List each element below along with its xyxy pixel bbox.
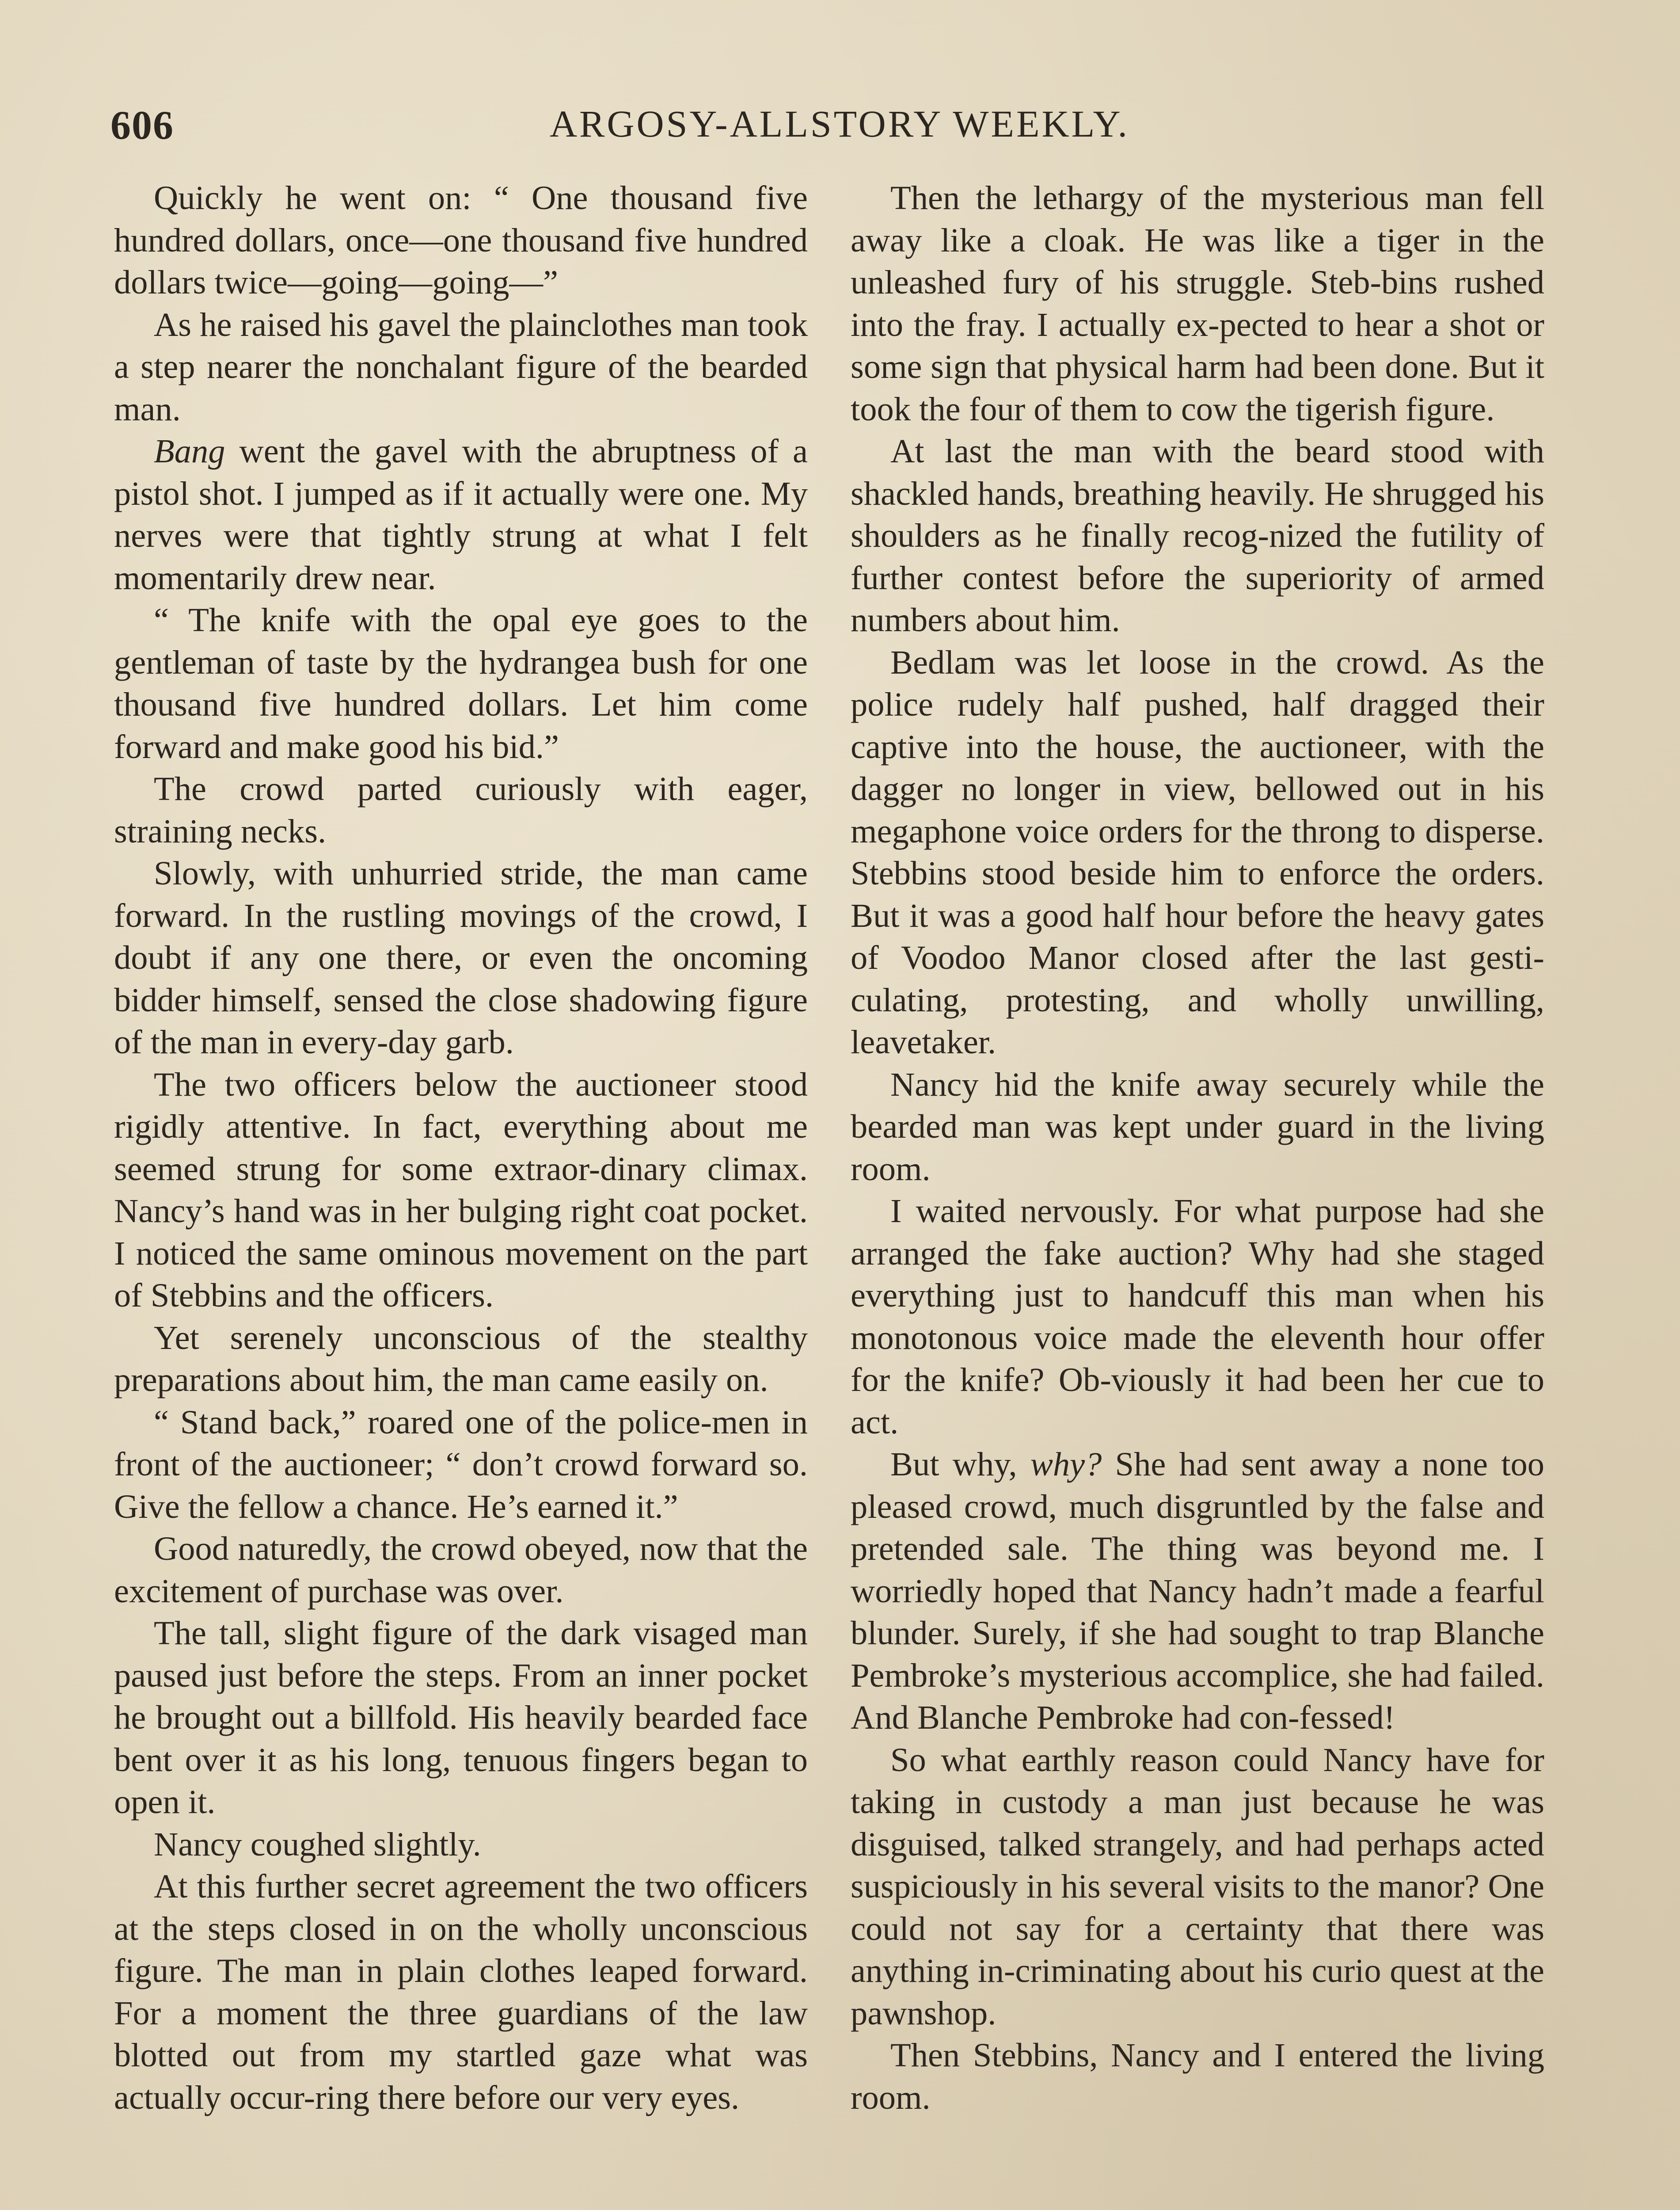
paragraph: Bang went the gavel with the abruptness of a pistol shot. I jumped as if it actually were one. My nerves were that tightly strung at what I felt momentarily drew near.	[114, 432, 808, 597]
left-column	[114, 177, 808, 2119]
paragraph: At last the man with the beard stood with shackled hands, breathing heavily. He shrugged his shoulders as he finally recog-nized the futility of further contest before the superiority of armed numbers about him.	[851, 432, 1544, 639]
paragraph: The two officers below the auctioneer stood rigidly attentive. In fact, everything about me seemed strung for some extraor-dinary climax. Nancy’s hand was in her bulging right coat pocket. I noticed the same ominous movement on the part of Stebbins and the officers.	[114, 1065, 808, 1314]
paragraph: “ The knife with the opal eye goes to the gentleman of taste by the hydrangea bush for one thousand five hundred dollars. Let him come forward and make good his bid.”	[114, 601, 808, 766]
paragraph: Slowly, with unhurried stride, the man came forward. In the rustling movings of the crowd, I doubt if any one there, or even the oncoming bidder himself, sensed the close shadowing figure of the man in every-day garb.	[114, 854, 808, 1061]
paragraph: Then Stebbins, Nancy and I entered the living room.	[851, 2036, 1544, 2116]
paragraph: I waited nervously. For what purpose had she arranged the fake auction? Why had she staged everything just to handcuff this man when his monotonous voice made the eleventh hour offer for the knife? Ob-viously it had been her cue to act.	[851, 1192, 1544, 1441]
paragraph: Then the lethargy of the mysterious man fell away like a cloak. He was like a tiger in the unleashed fury of his struggle. Steb-bins rushed into the fray. I actually ex-pected to hear a shot or some sign that physical harm had been done. But it took the four of them to cow the tigerish figure.	[851, 179, 1544, 428]
paragraph: “ Stand back,” roared one of the police-men in front of the auctioneer; “ don’t crowd forward so. Give the fellow a chance. He’s earned it.”	[114, 1403, 808, 1525]
page-number: 606	[110, 103, 174, 148]
paragraph: Good naturedly, the crowd obeyed, now that the excitement of purchase was over.	[114, 1530, 808, 1610]
paragraph: As he raised his gavel the plainclothes man took a step nearer the nonchalant figure of the bearded man.	[114, 305, 808, 428]
paragraph: Nancy hid the knife away securely while the bearded man was kept under guard in the living room.	[851, 1065, 1544, 1188]
paragraph: But why, why? She had sent away a none too pleased crowd, much disgruntled by the false and pretended sale. The thing was beyond me. I worriedly hoped that Nancy hadn’t made a fearful blunder. Surely, if she had sought to trap Blanche Pembroke’s mysterious accomplice, she had failed. And Blanche Pembroke had con-fessed!	[851, 1445, 1544, 1736]
running-head: ARGOSY-ALLSTORY WEEKLY.	[549, 103, 1130, 145]
right-column	[851, 177, 1544, 2119]
paragraph: So what earthly reason could Nancy have for taking in custody a man just because he was disguised, talked strangely, and had perhaps acted suspiciously in his several visits to the manor? One could not say for a certainty that there was anything in-criminating about his curio quest at the pawnshop.	[851, 1741, 1544, 2032]
paragraph: Yet serenely unconscious of the stealthy preparations about him, the man came easily on.	[114, 1318, 808, 1398]
paragraph: At this further secret agreement the two officers at the steps closed in on the wholly unconscious figure. The man in plain clothes leaped forward. For a moment the three guardians of the law blotted out from my startled gaze what was actually occur-ring there before our very eyes.	[114, 1867, 808, 2116]
paragraph: The tall, slight figure of the dark visaged man paused just before the steps. From an inner pocket he brought out a billfold. His heavily bearded face bent over it as his long, tenuous fingers began to open it.	[114, 1614, 808, 1821]
italic-word: Bang	[154, 432, 225, 470]
paragraph: The crowd parted curiously with eager, straining necks.	[114, 770, 808, 850]
paragraph: Bedlam was let loose in the crowd. As the police rudely half pushed, half dragged their captive into the house, the auctioneer, with the dagger no longer in view, bellowed out in his megaphone voice orders for the throng to disperse. Stebbins stood beside him to enforce the orders. But it was a good half hour before the heavy gates of Voodoo Manor closed after the last gesti-culating, protesting, and wholly unwilling, leavetaker.	[851, 643, 1544, 1061]
page-header	[110, 93, 1569, 155]
paragraph: Quickly he went on: “ One thousand five hundred dollars, once—one thousand five hundred dollars twice—going—going—”	[114, 179, 808, 301]
paragraph: Nancy coughed slightly.	[154, 1825, 481, 1863]
italic-word: why?	[1030, 1445, 1102, 1483]
